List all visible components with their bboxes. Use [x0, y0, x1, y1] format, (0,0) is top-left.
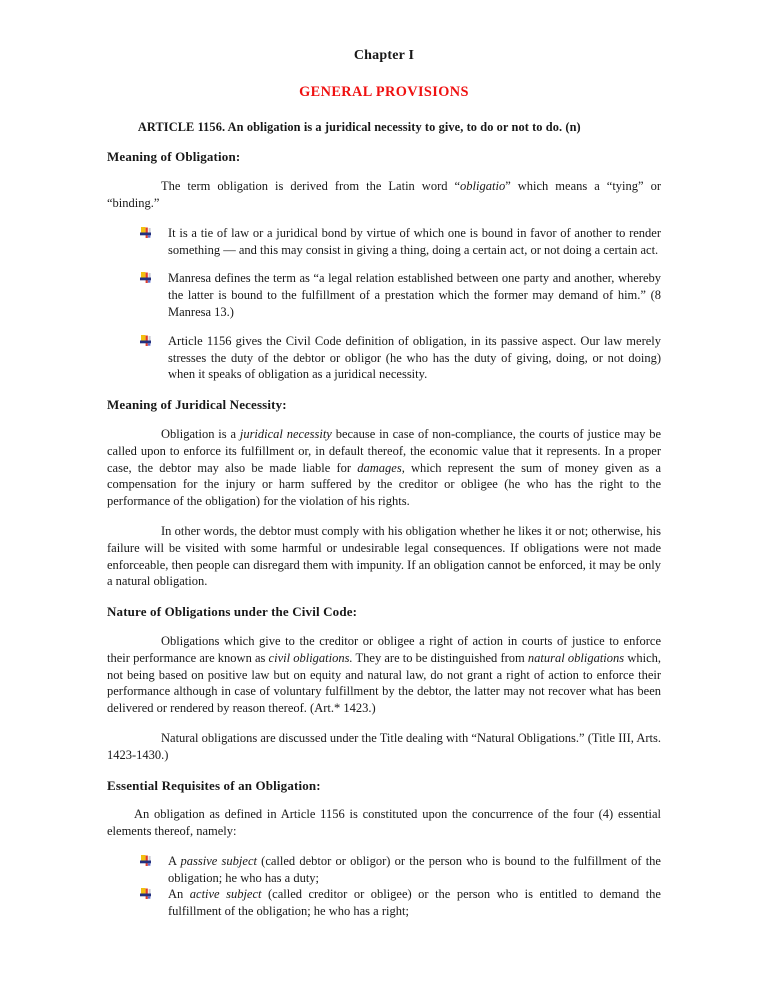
article-1156-text: ARTICLE 1156. An obligation is a juridical necessity to give, to do or not to do. (n) [137, 119, 581, 134]
bullet-text: A passive subject (called debtor or obligor) or the person who is bound to the fulfillment of the obligation; he who has a duty; [168, 853, 661, 885]
colored-plus-bullet-icon [140, 335, 152, 347]
paragraph-juridical-2: In other words, the debtor must comply with his obligation whether he likes it or not; otherwise, his failure will be visited with some harmful or undesirable legal consequences. If obligations were not made enforceable, then people can disregard them with impunity. If an obligation cannot be enforced, it may be only a natural obligation. [107, 523, 661, 589]
heading-essential-requisites: Essential Requisites of an Obligation: [107, 777, 321, 793]
bullet-list-meaning [107, 225, 661, 383]
bullet-item [107, 225, 661, 259]
paragraph-nature-1: Obligations which give to the creditor or obligee a right of action in courts of justice to enforce their performance are known as civil obligations. They are to be distinguished from natural obligations which, not being based on positive law but on equity and natural law, do not grant a right of action to enforce their performance although in case of voluntary fulfillment by the debtor, the latter may not recover what has been delivered or rendered by reason thereof. (Art.* 1423.) [107, 633, 661, 716]
bullet-item [107, 270, 661, 320]
bullet-item [107, 333, 661, 383]
paragraph-term-origin: The term obligation is derived from the Latin word “obligatio” which means a “tying” or “binding.” [107, 179, 661, 210]
colored-plus-bullet-icon [140, 227, 152, 239]
heading-juridical-necessity: Meaning of Juridical Necessity: [107, 397, 287, 413]
colored-plus-bullet-icon [140, 272, 152, 284]
section-heading: GENERAL PROVISIONS [299, 83, 469, 100]
bullet-text: It is a tie of law or a juridical bond by virtue of which one is bound in favor of another to render something — and this may consist in giving a thing, doing a certain act, or not doing a certain act. [168, 225, 661, 257]
paragraph-nature-2: Natural obligations are discussed under the Title dealing with “Natural Obligations.” (Title III, Arts. 1423-1430.) [107, 730, 661, 762]
bullet-text: An active subject (called creditor or obligee) or the person who is entitled to demand the fulfillment of the obligation; he who has a right; [168, 887, 661, 919]
colored-plus-bullet-icon [140, 888, 152, 900]
bullet-list-requisites [107, 853, 661, 920]
heading-meaning-of-obligation: Meaning of Obligation: [107, 149, 241, 165]
paragraph-requisites-intro: An obligation as defined in Article 1156 is constituted upon the concurrence of the four (4) essential elements thereof, namely: [107, 807, 661, 839]
bullet-item [107, 853, 661, 887]
colored-plus-bullet-icon [140, 855, 152, 867]
chapter-heading: Chapter I [353, 48, 415, 63]
bullet-text: Article 1156 gives the Civil Code definition of obligation, in its passive aspect. Our law merely stresses the duty of the debtor or obligor (he who has the duty of giving, doing, or not doing) when it speaks of obligation as a juridical necessity. [168, 333, 661, 382]
heading-nature-obligations: Nature of Obligations under the Civil Code: [107, 604, 358, 620]
bullet-text: Manresa defines the term as “a legal relation established between one party and another, whereby the latter is bound to the fulfillment of a prestation which the former may demand of him.” (8 Manresa 13.) [168, 271, 661, 319]
bullet-item [107, 886, 661, 920]
paragraph-juridical-1: Obligation is a juridical necessity because in case of non-compliance, the courts of justice may be called upon to enforce its fulfillment or, in default thereof, the economic value that it represents. In a proper case, the debtor may also be made liable for damages, which represent the sum of money given as a compensation for the injury or harm suffered by the creditor or obligee (he who has the right to the performance of the obligation) for the violation of his rights. [107, 426, 662, 509]
